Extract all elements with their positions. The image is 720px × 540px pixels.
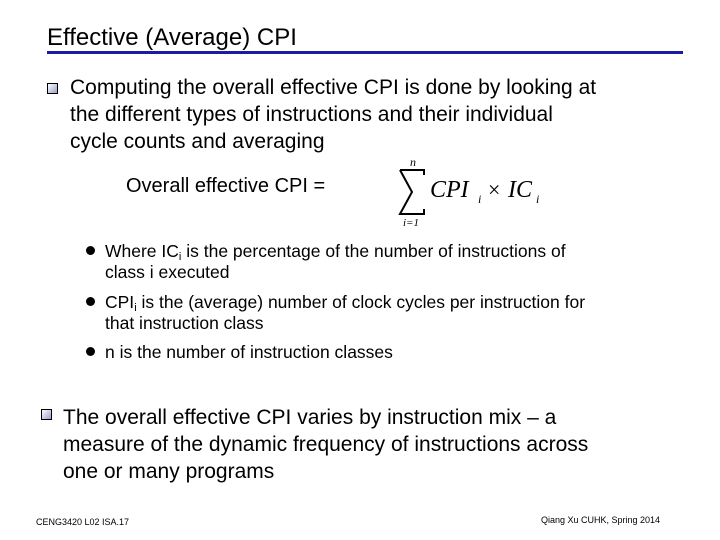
footer-author: Qiang Xu CUHK, Spring 2014	[541, 515, 661, 525]
formula-label: Overall effective CPI =	[126, 175, 326, 197]
subbullet-2-line-2: that instruction class	[105, 313, 264, 333]
square-bullet-icon	[41, 409, 52, 420]
slide-title: Effective (Average) CPI	[47, 24, 297, 51]
footer-slide-id: CENG3420 L02 ISA.17	[36, 517, 130, 527]
subbullet-1-post: is the percentage of the number of instructions of	[181, 241, 566, 261]
square-bullet-icon	[47, 83, 58, 94]
round-bullet-icon	[86, 347, 95, 356]
subbullet-2-sub: i	[134, 302, 137, 314]
title-underline	[47, 51, 683, 54]
subbullet-2-pre: CPI	[105, 292, 135, 312]
subbullet-3	[105, 342, 393, 363]
bullet-2-line-1: The overall effective CPI varies by instruction mix – a	[63, 406, 557, 429]
bullet-1-line-2: the different types of instructions and their individual	[70, 103, 553, 126]
subbullet-1-sub: i	[178, 251, 182, 263]
subbullet-3-pre: n is the number of instruction classes	[105, 342, 393, 362]
formula-term-ic-sub: i	[536, 192, 540, 206]
formula-term-cpi-sub: i	[478, 192, 482, 206]
subbullet-1	[105, 241, 566, 283]
cpi-formula	[398, 152, 558, 232]
sum-upper-limit: n	[410, 155, 416, 169]
bullet-1-line-3: cycle counts and averaging	[70, 130, 325, 153]
subbullet-1-pre: Where IC	[105, 241, 179, 261]
subbullet-2-post: is the (average) number of clock cycles per instruction for	[136, 292, 586, 312]
sum-lower-limit: i=1	[403, 217, 419, 229]
bullet-2-line-2: measure of the dynamic frequency of instructions across	[63, 433, 589, 456]
formula-term-cpi: CPI	[430, 177, 469, 203]
subbullet-1-line-2: class i executed	[105, 262, 230, 282]
bullet-text-1	[70, 74, 596, 155]
bullet-2-line-3: one or many programs	[63, 460, 275, 483]
formula-graphic	[398, 152, 558, 232]
summation-icon	[400, 170, 424, 214]
bullet-text-2	[63, 404, 588, 485]
formula-term-ic: IC	[508, 177, 532, 203]
bullet-1-line-1: Computing the overall effective CPI is done by looking at	[70, 76, 597, 99]
round-bullet-icon	[86, 297, 95, 306]
formula-times: ×	[488, 177, 501, 202]
round-bullet-icon	[86, 246, 95, 255]
subbullet-2	[105, 292, 585, 334]
